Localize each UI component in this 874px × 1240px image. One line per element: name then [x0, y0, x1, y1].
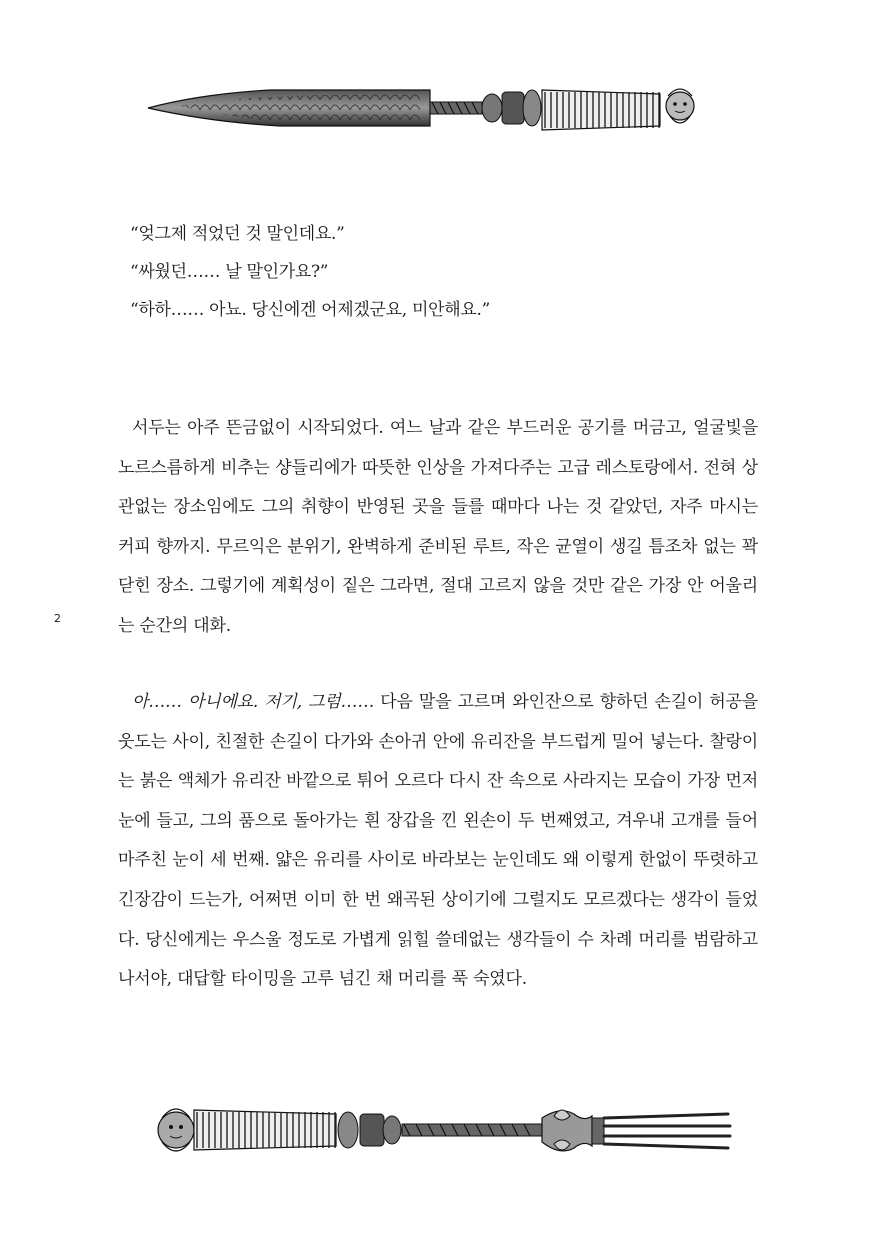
fork-illustration — [140, 1096, 740, 1166]
dialogue-line: “하하…… 아뇨. 당신에겐 어제겠군요, 미안해요.” — [130, 300, 490, 320]
italic-thought: 아…… 아니에요. 저기, 그럼…… — [132, 692, 375, 712]
knife-illustration — [140, 80, 740, 140]
dialogue-line: “엊그제 적었던 것 말인데요.” — [130, 224, 345, 244]
body-paragraph — [118, 683, 758, 1000]
body-paragraph: 서두는 아주 뜬금없이 시작되었다. 여느 날과 같은 부드러운 공기를 머금고, 얼굴빛을 노르스름하게 비추는 샹들리에가 따뜻한 인상을 가져다주는 고급 레스토랑에서. 전혀 상관없는 장소임에도 그의 취향이 반영된 곳을 들를 때마다 나는 것 같았던, 자주 마시는 커피 향까지. 무르익은 분위기, 완벽하게 준비된 루트, 작은 균열이 생길 틈조차 없는 꽉 닫힌 장소. 그렇기에 계획성이 짙은 그라면, 절대 고르지 않을 것만 같은 가장 안 어울리는 순간의 대화. — [118, 418, 758, 636]
dialogue-line: “싸웠던…… 날 말인가요?” — [130, 262, 329, 282]
paragraph-text: 다음 말을 고르며 와인잔으로 향하던 손길이 허공을 웃도는 사이, 친절한 손길이 다가와 손아귀 안에 유리잔을 부드럽게 밀어 넣는다. 찰랑이는 붉은 액체가 유리잔 바깥으로 튀어 오르다 다시 잔 속으로 사라지는 모습이 가장 먼저 눈에 들고, 그의 품으로 돌아가는 흰 장갑을 낀 왼손이 두 번째였고, 겨우내 고개를 들어 마주친 눈이 세 번째. 얇은 유리를 사이로 바라보는 눈인데도 왜 이렇게 한없이 뚜렷하고 긴장감이 드는가, 어쩌면 이미 한 번 왜곡된 상이기에 그럴지도 모르겠다는 생각이 들었다. 당신에게는 우스울 정도로 가볍게 읽힐 쓸데없는 생각들이 수 차례 머리를 범람하고 나서야, 대답할 타이밍을 고루 넘긴 채 머리를 푹 숙였다. — [118, 692, 758, 990]
page-number: 2 — [54, 612, 61, 625]
dialogue-block — [130, 215, 770, 329]
